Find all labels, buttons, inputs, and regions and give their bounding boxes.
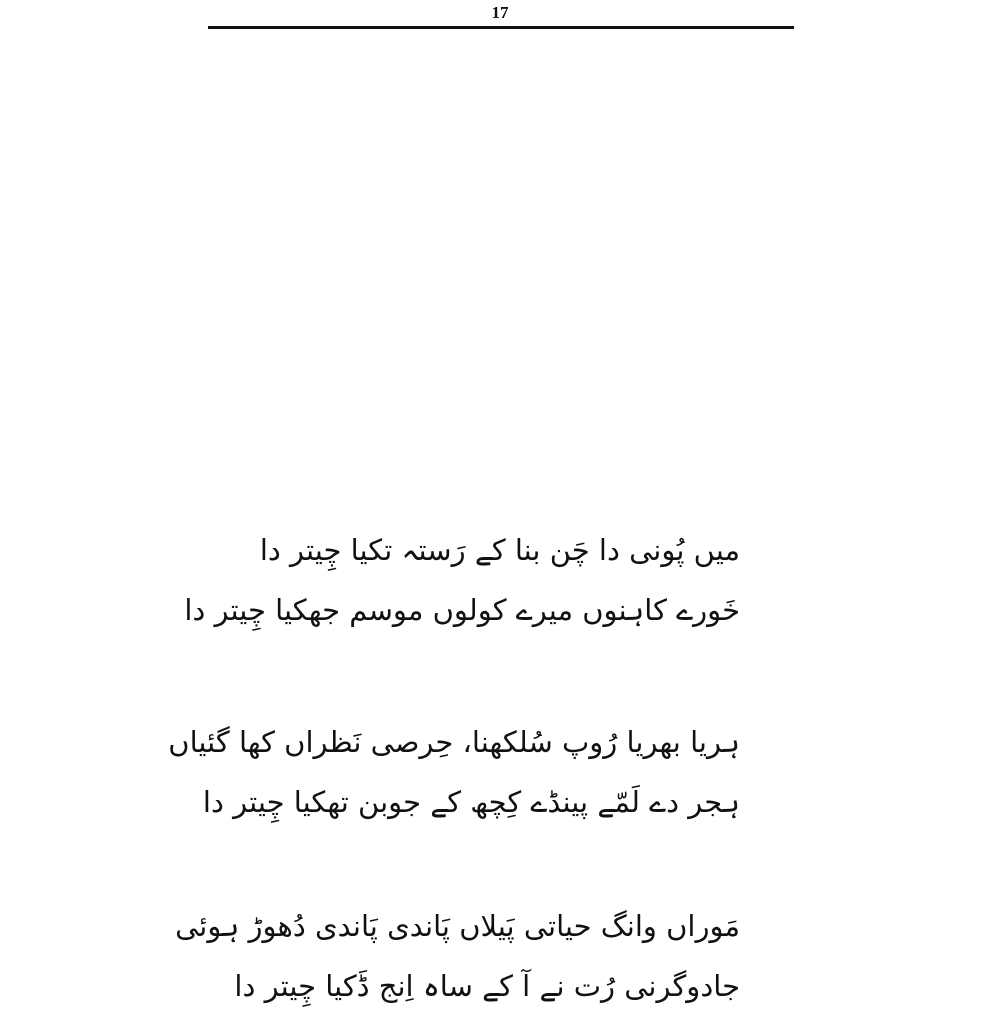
verse-line: خَورے کاہنوں میرے کولوں موسم جھکیا چِیتر دا xyxy=(184,593,740,627)
verse-line: جادوگرنی رُت نے آ کے ساہ اِنج ڈَکیا چِیتر دا xyxy=(234,969,740,1003)
stanza-3 xyxy=(175,896,740,1016)
verse-line: میں پُونی دا چَن بنا کے رَستہ تکیا چِیتر دا xyxy=(259,533,740,567)
stanza-2 xyxy=(168,712,740,832)
verse-line: ہجر دے لَمّے پینڈے کِچھ کے جوبن تھکیا چِیتر دا xyxy=(202,785,740,819)
stanza-1 xyxy=(184,520,740,640)
verse-line: مَوراں وانگ حیاتی پَیلاں پَاندی پَاندی دُھوڑ ہوئی xyxy=(175,909,740,943)
header-divider xyxy=(208,26,794,29)
page-number: 17 xyxy=(491,3,509,22)
verse-line: ہریا بھریا رُوپ سُلکھنا، حِرصی نَظراں کھا گئیاں xyxy=(168,725,740,759)
